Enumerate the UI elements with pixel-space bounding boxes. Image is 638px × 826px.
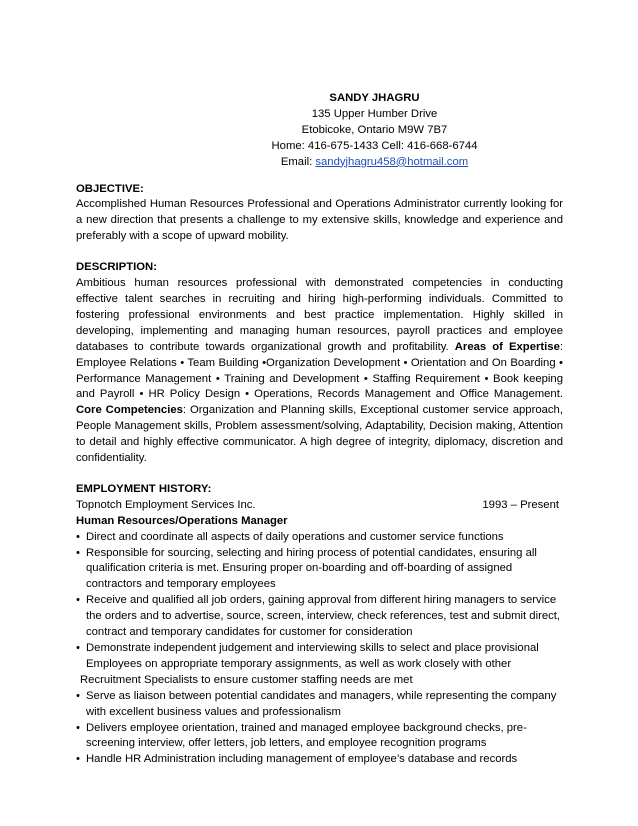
list-item <box>76 752 563 768</box>
employer-name: Topnotch Employment Services Inc. <box>76 498 256 511</box>
list-item-text: Serve as liaison between potential candidates and managers, while representing the company with excellent business values and professionalism <box>86 689 557 718</box>
description-section <box>76 260 563 467</box>
list-item-text: Responsible for sourcing, selecting and hiring process of potential candidates, ensuring all qualification criteria is met. Ensuring proper on-boarding and off-boarding of assigned contractors and temporary employees <box>86 546 537 591</box>
bullet: • <box>76 689 80 702</box>
list-item-text: Handle HR Administration including management of employee’s database and records <box>86 753 518 766</box>
email-link[interactable]: sandyjhagru458@hotmail.com <box>315 155 469 168</box>
summary-text: Ambitious human resources professional with demonstrated competencies in conducting effective talent searches in recruiting and hiring high-performing individuals. Committed to fostering professional environments and best practice implementation. Highly skilled in developing, implementing and managing human resources, payroll practices and employee databases to contribute towards organizational growth and profitability. <box>76 277 563 353</box>
bullet: • <box>76 594 80 607</box>
areas-of-expertise-label: Areas of Expertise <box>454 340 560 353</box>
areas-of-expertise-text: : Employee Relations • Team Building •Organization Development • Orientation and On Boarding • Performance Management • Training and Development • Staffing Requirement • Book keeping and Payroll • HR Policy Design • Operations, Records Management and Office Management. <box>76 340 563 401</box>
bullet: • <box>76 642 80 654</box>
duties-list <box>76 530 563 769</box>
contact-header <box>76 91 563 171</box>
employment-dates: 1993 – Present <box>482 498 559 511</box>
spacer <box>76 467 563 482</box>
employment-section <box>76 482 563 768</box>
address-line-2: Etobicoke, Ontario M9W 7B7 <box>301 123 448 136</box>
bullet: • <box>76 721 80 734</box>
list-item-text: Demonstrate independent judgement and interviewing skills to select and place provisional Employees on appropriate temporary assignments, as well as work closely with other <box>86 642 539 670</box>
spacer <box>76 245 563 260</box>
spacer <box>76 171 563 182</box>
list-item <box>76 546 563 594</box>
email-line <box>186 155 563 171</box>
list-item <box>76 641 563 689</box>
job-title: Human Resources/Operations Manager <box>76 514 288 527</box>
objective-text: Accomplished Human Resources Professional and Operations Administrator currently looking for a new direction that presents a challenge to my extensive skills, knowledge and experience and preferably with a scope of upward mobility. <box>76 198 563 243</box>
objective-section <box>76 182 563 246</box>
employment-heading: EMPLOYMENT HISTORY: <box>76 482 212 495</box>
resume-page <box>76 91 563 768</box>
email-label: Email: <box>280 155 313 168</box>
list-item <box>76 721 563 753</box>
core-competencies-label: Core Competencies <box>76 404 183 417</box>
objective-heading: OBJECTIVE: <box>76 182 144 195</box>
description-heading: DESCRIPTION: <box>76 261 157 274</box>
bullet: • <box>76 530 80 543</box>
list-item-text: Receive and qualified all job orders, gaining approval from different hiring managers to service the orders and to advertise, source, screen, interview, check references, test and submit direct, contract and temporary candidates for customer for consideration <box>86 594 561 639</box>
list-item <box>76 689 563 721</box>
bullet: • <box>76 546 80 559</box>
list-item-continuation: Recruitment Specialists to ensure customer staffing needs are met <box>80 673 413 686</box>
candidate-name: SANDY JHAGRU <box>329 92 420 104</box>
address-line-1: 135 Upper Humber Drive <box>311 107 438 120</box>
phone-numbers: Home: 416-675-1433 Cell: 416-668-6744 <box>271 139 478 152</box>
description-text <box>76 276 563 467</box>
bullet: • <box>76 753 80 766</box>
core-competencies-text: : Organization and Planning skills, Exceptional customer service approach, People Management skills, Problem assessment/solving, Adaptability, Decision making, Attention to detail and highly effective communicator. A high degree of integrity, diplomacy, discretion and confidentiality. <box>76 404 563 465</box>
list-item <box>76 530 563 546</box>
list-item-text: Delivers employee orientation, trained and managed employee background checks, pre-screening interview, offer letters, job letters, and employee recognition programs <box>86 721 527 750</box>
list-item-text: Direct and coordinate all aspects of daily operations and customer service functions <box>86 530 504 543</box>
employer-row <box>76 498 563 514</box>
list-item <box>76 593 563 641</box>
